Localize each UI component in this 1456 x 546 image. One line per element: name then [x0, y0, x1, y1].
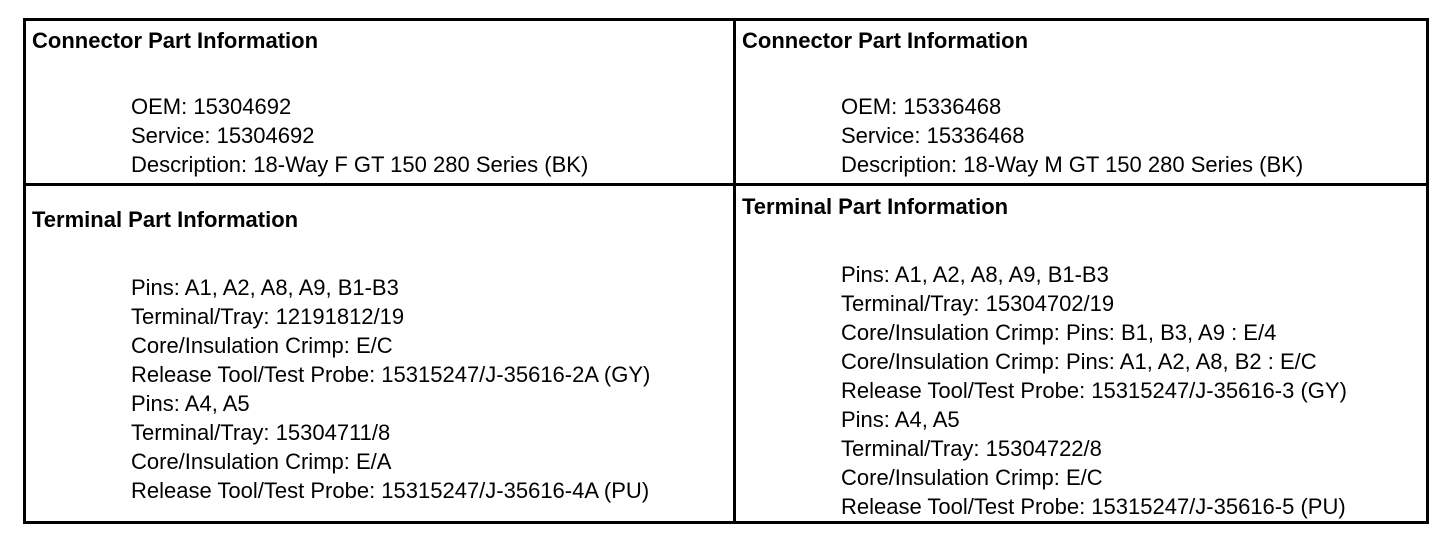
terminal-right-line: Core/Insulation Crimp: E/C — [841, 465, 1103, 490]
terminal-left-line: Release Tool/Test Probe: 15315247/J-35616-4A (PU) — [131, 478, 650, 503]
terminal-right-line: Core/Insulation Crimp: Pins: A1, A2, A8, B2 : E/C — [841, 349, 1317, 374]
row-divider — [23, 183, 1429, 186]
terminal-right-details — [841, 260, 1347, 521]
terminal-right-line: Pins: A4, A5 — [841, 407, 960, 432]
column-divider — [733, 18, 736, 524]
connector-right-details — [841, 92, 1303, 179]
connector-right-oem: OEM: 15336468 — [841, 94, 1002, 119]
terminal-right-line: Terminal/Tray: 15304722/8 — [841, 436, 1102, 461]
terminal-left-line: Terminal/Tray: 15304711/8 — [131, 420, 391, 445]
connector-right-service: Service: 15336468 — [841, 123, 1025, 148]
terminal-left-line: Pins: A4, A5 — [131, 391, 250, 416]
terminal-left-line: Core/Insulation Crimp: E/A — [131, 449, 392, 474]
connector-left-description: Description: 18-Way F GT 150 280 Series (BK) — [131, 152, 589, 177]
terminal-left-details — [131, 273, 650, 505]
terminal-left-heading: Terminal Part Information — [32, 207, 299, 232]
connector-right-heading: Connector Part Information — [742, 28, 1029, 53]
terminal-right-line: Pins: A1, A2, A8, A9, B1-B3 — [841, 262, 1109, 287]
terminal-left-line: Core/Insulation Crimp: E/C — [131, 333, 393, 358]
terminal-left-line: Terminal/Tray: 12191812/19 — [131, 304, 405, 329]
terminal-right-line: Release Tool/Test Probe: 15315247/J-35616-3 (GY) — [841, 378, 1347, 403]
connector-left-service: Service: 15304692 — [131, 123, 315, 148]
terminal-right-line: Terminal/Tray: 15304702/19 — [841, 291, 1115, 316]
connector-left-oem: OEM: 15304692 — [131, 94, 292, 119]
terminal-right-line: Core/Insulation Crimp: Pins: B1, B3, A9 : E/4 — [841, 320, 1277, 345]
terminal-right-heading: Terminal Part Information — [742, 194, 1009, 219]
terminal-right-line: Release Tool/Test Probe: 15315247/J-35616-5 (PU) — [841, 494, 1346, 519]
terminal-left-line: Release Tool/Test Probe: 15315247/J-35616-2A (GY) — [131, 362, 651, 387]
connector-left-details — [131, 92, 588, 179]
connector-left-heading: Connector Part Information — [32, 28, 319, 53]
connector-right-description: Description: 18-Way M GT 150 280 Series (BK) — [841, 152, 1304, 177]
terminal-left-line: Pins: A1, A2, A8, A9, B1-B3 — [131, 275, 399, 300]
